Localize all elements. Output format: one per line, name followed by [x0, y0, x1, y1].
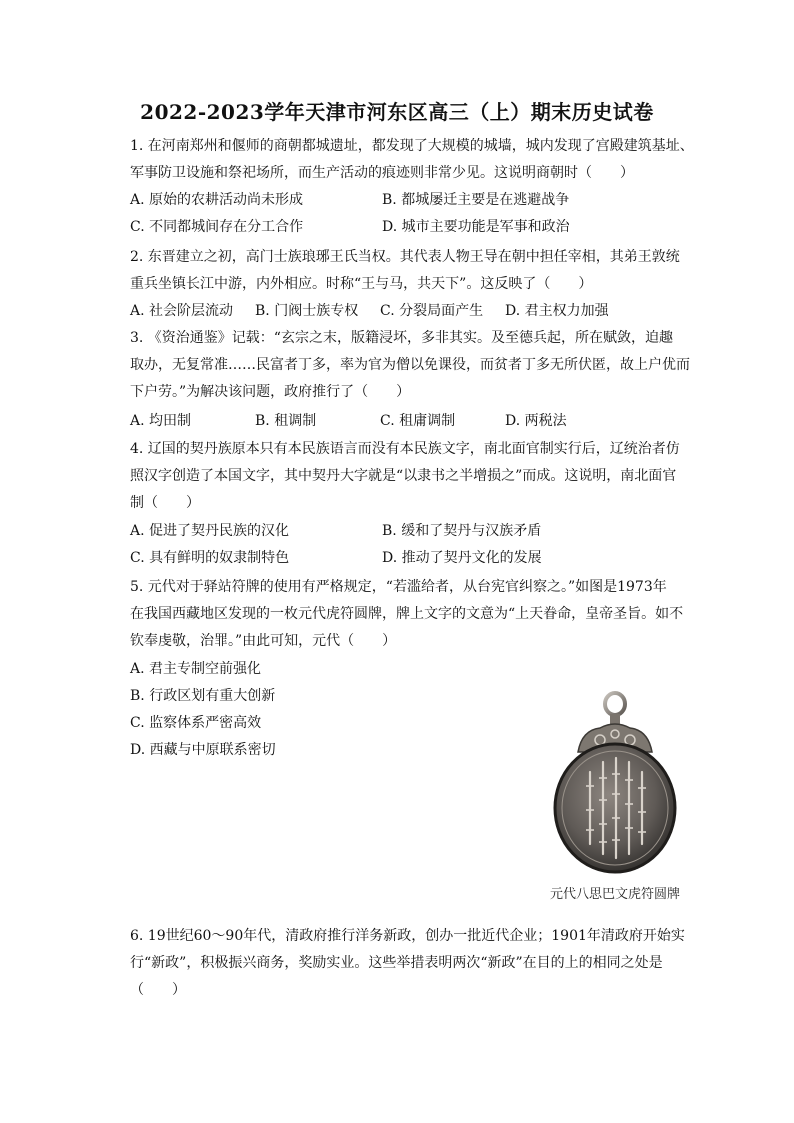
option-c[interactable]: C. 监察体系严密高效	[130, 715, 262, 731]
question-text: 制（ ）	[130, 495, 200, 511]
question-1-options	[130, 187, 710, 241]
question-4-options	[130, 518, 710, 572]
tiger-tally-image	[530, 690, 700, 875]
question-3	[130, 325, 700, 406]
question-6	[130, 923, 700, 1004]
option-a[interactable]: A. 君主专制空前强化	[130, 661, 262, 677]
option-d[interactable]: D. 君主权力加强	[505, 303, 609, 319]
question-text: 军事防卫设施和祭祀场所，而生产活动的痕迹则非常少见。这说明商朝时（ ）	[130, 165, 634, 181]
question-text: 1. 在河南郑州和偃师的商朝都城遗址，都发现了大规模的城墙，城内发现了宫殿建筑基址、	[130, 138, 694, 154]
question-3-options	[130, 408, 710, 435]
option-b[interactable]: B. 门阀士族专权	[255, 303, 359, 319]
question-5-options	[130, 656, 510, 764]
question-text: 重兵坐镇长江中游，内外相应。时称“王与马，共天下”。这反映了（ ）	[130, 276, 593, 292]
question-text: 照汉字创造了本国文字，其中契丹大字就是“以隶书之半增损之”而成。这说明，南北面官	[130, 468, 677, 484]
option-d[interactable]: D. 两税法	[505, 413, 567, 429]
option-c[interactable]: C. 租庸调制	[380, 413, 456, 429]
option-b[interactable]: B. 缓和了契丹与汉族矛盾	[382, 523, 542, 539]
question-text: 4. 辽国的契丹族原本只有本民族语言而没有本民族文字，南北面官制实行后，辽统治者仿	[130, 441, 680, 457]
question-4	[130, 436, 700, 517]
question-text: 取办，无复常准……民富者丁多，率为官为僧以免课役，而贫者丁多无所伏匿，故上户优而	[130, 357, 690, 373]
question-text: 5. 元代对于驿站符牌的使用有严格规定，“若滥给者，从台宪官纠察之。”如图是1973年	[130, 579, 667, 595]
option-d[interactable]: D. 城市主要功能是军事和政治	[382, 219, 570, 235]
option-c[interactable]: C. 分裂局面产生	[380, 303, 484, 319]
question-text: 钦奉虔敬，治罪。”由此可知，元代（ ）	[130, 633, 397, 649]
question-1	[130, 133, 700, 187]
question-2	[130, 244, 700, 298]
option-b[interactable]: B. 行政区划有重大创新	[130, 688, 276, 704]
option-a[interactable]: A. 促进了契丹民族的汉化	[130, 523, 290, 539]
question-text: （ ）	[130, 982, 186, 998]
option-b[interactable]: B. 租调制	[255, 413, 317, 429]
question-text: 3. 《资治通鉴》记载：“玄宗之末，版籍浸坏，多非其实。及至德兵起，所在赋敛，迫趣	[130, 330, 673, 346]
option-b[interactable]: B. 都城屡迁主要是在逃避战争	[382, 192, 570, 208]
page-title: 2022-2023学年天津市河东区高三（上）期末历史试卷	[140, 100, 654, 124]
option-d[interactable]: D. 西藏与中原联系密切	[130, 742, 276, 758]
option-c[interactable]: C. 不同都城间存在分工合作	[130, 219, 304, 235]
figure-caption: 元代八思巴文虎符圆牌	[549, 887, 680, 902]
option-c[interactable]: C. 具有鲜明的奴隶制特色	[130, 550, 290, 566]
question-text: 在我国西藏地区发现的一枚元代虎符圆牌，牌上文字的文意为“上天眷命，皇帝圣旨。如不	[130, 606, 684, 622]
question-5	[130, 574, 700, 655]
question-text: 2. 东晋建立之初，高门士族琅琊王氏当权。其代表人物王导在朝中担任宰相，其弟王敦统	[130, 249, 680, 265]
question-text: 6. 19世纪60～90年代，清政府推行洋务新政，创办一批近代企业；1901年清政府开始实	[130, 928, 685, 944]
option-d[interactable]: D. 推动了契丹文化的发展	[382, 550, 542, 566]
question-text: 下户劳。”为解决该问题，政府推行了（ ）	[130, 384, 411, 400]
option-a[interactable]: A. 原始的农耕活动尚未形成	[130, 192, 304, 208]
question-2-options	[130, 298, 710, 325]
tiger-tally-figure	[530, 690, 700, 902]
question-text: 行“新政”，积极振兴商务，奖励实业。这些举措表明两次“新政”在目的上的相同之处是	[130, 955, 663, 971]
option-a[interactable]: A. 均田制	[130, 413, 192, 429]
option-a[interactable]: A. 社会阶层流动	[130, 303, 234, 319]
